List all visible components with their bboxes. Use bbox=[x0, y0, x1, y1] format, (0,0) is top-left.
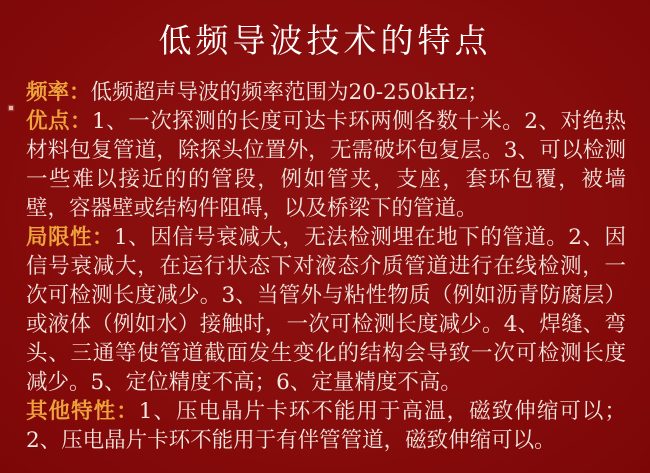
slide-title: 低频导波技术的特点 bbox=[158, 21, 492, 60]
other-characteristics-text: 1、压电晶片卡环不能用于高温，磁致伸缩可以；2、压电晶片卡环不能用于有伴管管道，磁致伸缩可以。 bbox=[26, 399, 626, 453]
frequency-label: 频率： bbox=[26, 80, 91, 105]
section-other-characteristics bbox=[26, 397, 626, 455]
advantages-text: 1、一次探测的长度可达卡环两侧各数十米。2、对绝热材料包复管道，除探头位置外，无需破坏包复层。3、可以检测一些难以接近的的管段，例如管夹，支座，套环包覆，被墙壁，容器壁或结构件阻碍，以及桥梁下的管道。 bbox=[26, 109, 626, 221]
limitations-label: 局限性： bbox=[26, 225, 115, 250]
other-characteristics-label: 其他特性： bbox=[26, 399, 139, 424]
section-limitations bbox=[26, 223, 626, 397]
slide-body bbox=[26, 78, 626, 455]
limitations-text: 1、因信号衰减大，无法检测埋在地下的管道。2、因信号衰减大，在运行状态下对液态介质管道进行在线检测，一次可检测长度减少。3、当管外与粘性物质（例如沥青防腐层）或液体（例如水）接触时，一次可检测长度减少。4、焊缝、弯头、三通等使管道截面发生变化的结构会导致一次可检测长度减少。5、定位精度不高；6、定量精度不高。 bbox=[26, 225, 626, 395]
frequency-text: 低频超声导波的频率范围为20-250kHz； bbox=[90, 80, 489, 105]
bullet-dot-icon bbox=[9, 106, 13, 110]
section-advantages bbox=[26, 107, 626, 223]
advantages-label: 优点： bbox=[26, 109, 93, 134]
section-frequency bbox=[26, 78, 626, 107]
